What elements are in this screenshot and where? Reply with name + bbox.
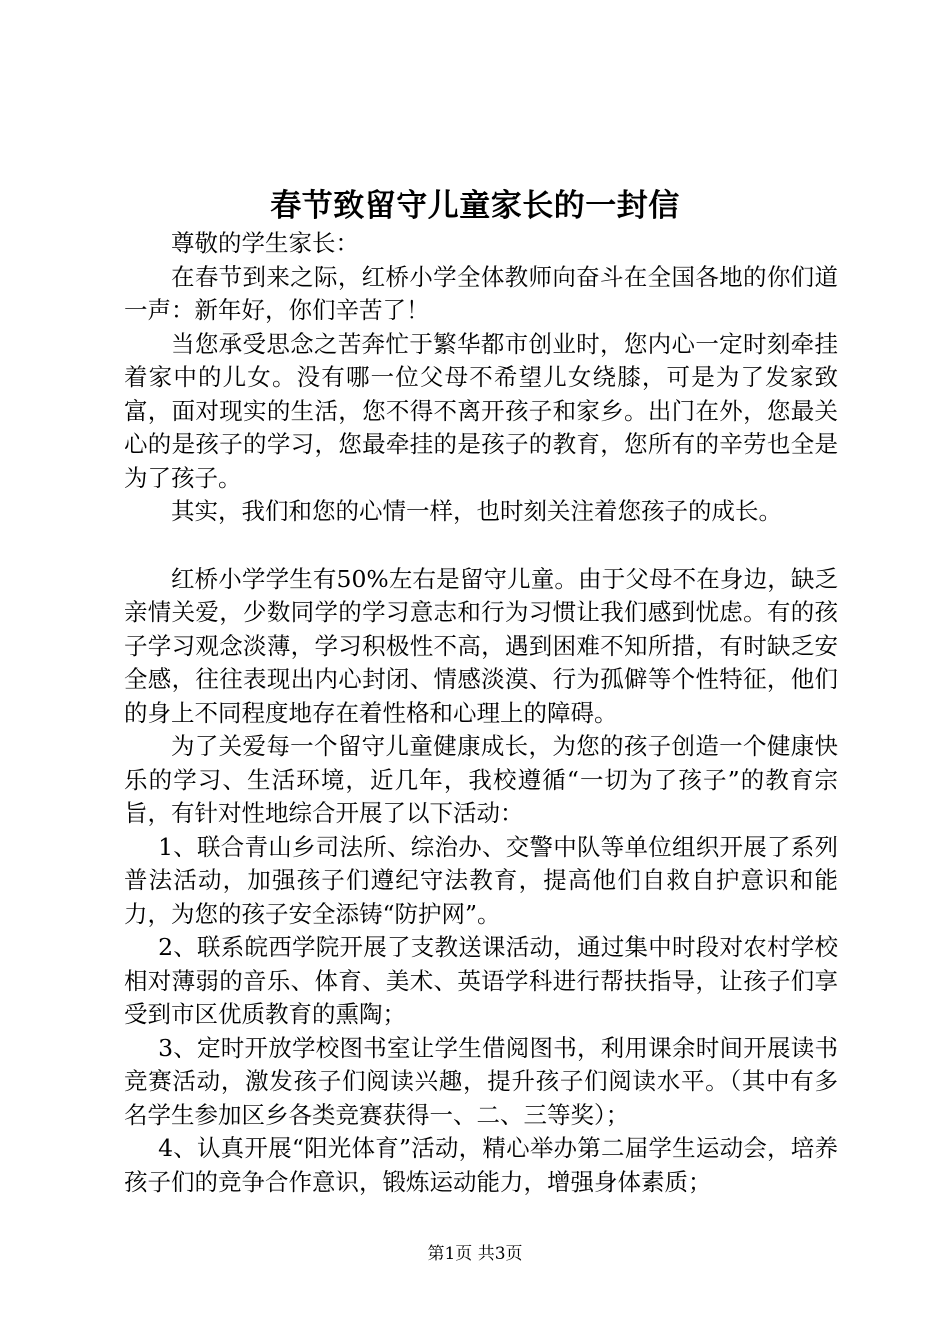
paragraph: 在春节到来之际，红桥小学全体教师向奋斗在全国各地的你们道一声：新年好，你们辛苦了！ [124,262,838,324]
letter-body [124,227,838,1199]
activity-item: 1、联合青山乡司法所、综治办、交警中队等单位组织开展了系列普法活动，加强孩子们遵纪守法教育，提高他们自救自护意识和能力，为您的孩子安全添铸“防护网”。 [124,832,838,928]
activity-item: 4、认真开展“阳光体育”活动，精心举办第二届学生运动会，培养孩子们的竞争合作意识，锻炼运动能力，增强身体素质； [124,1134,838,1196]
document-title: 春节致留守儿童家长的一封信 [270,188,680,224]
paragraph-gap [124,529,838,563]
paragraph: 红桥小学学生有50%左右是留守儿童。由于父母不在身边，缺乏亲情关爱，少数同学的学习意志和行为习惯让我们感到忧虑。有的孩子学习观念淡薄，学习积极性不高，遇到困难不知所措，有时缺乏安全感，往往表现出内心封闭、情感淡漠、行为孤僻等个性特征，他们的身上不同程度地存在着性格和心理上的障碍。 [124,564,838,727]
activity-item: 3、定时开放学校图书室让学生借阅图书，利用课余时间开展读书竞赛活动，激发孩子们阅读兴趣，提升孩子们阅读水平。（其中有多名学生参加区乡各类竞赛获得一、二、三等奖）； [124,1033,838,1129]
paragraph: 为了关爱每一个留守儿童健康成长，为您的孩子创造一个健康快乐的学习、生活环境，近几年，我校遵循“一切为了孩子”的教育宗旨，有针对性地综合开展了以下活动： [124,732,838,827]
page-footer: 第1页 共3页 [427,1244,523,1264]
paragraph: 其实，我们和您的心情一样，也时刻关注着您孩子的成长。 [171,497,782,525]
paragraph: 当您承受思念之苦奔忙于繁华都市创业时，您内心一定时刻牵挂着家中的儿女。没有哪一位父母不希望儿女绕膝，可是为了发家致富，面对现实的生活，您不得不离开孩子和家乡。出门在外，您最关心的是孩子的学习，您最牵挂的是孩子的教育，您所有的辛劳也全是为了孩子。 [124,329,838,492]
salutation: 尊敬的学生家长： [171,229,359,257]
activity-item: 2、联系皖西学院开展了支教送课活动，通过集中时段对农村学校相对薄弱的音乐、体育、美术、英语学科进行帮扶指导，让孩子们享受到市区优质教育的熏陶； [124,933,838,1028]
